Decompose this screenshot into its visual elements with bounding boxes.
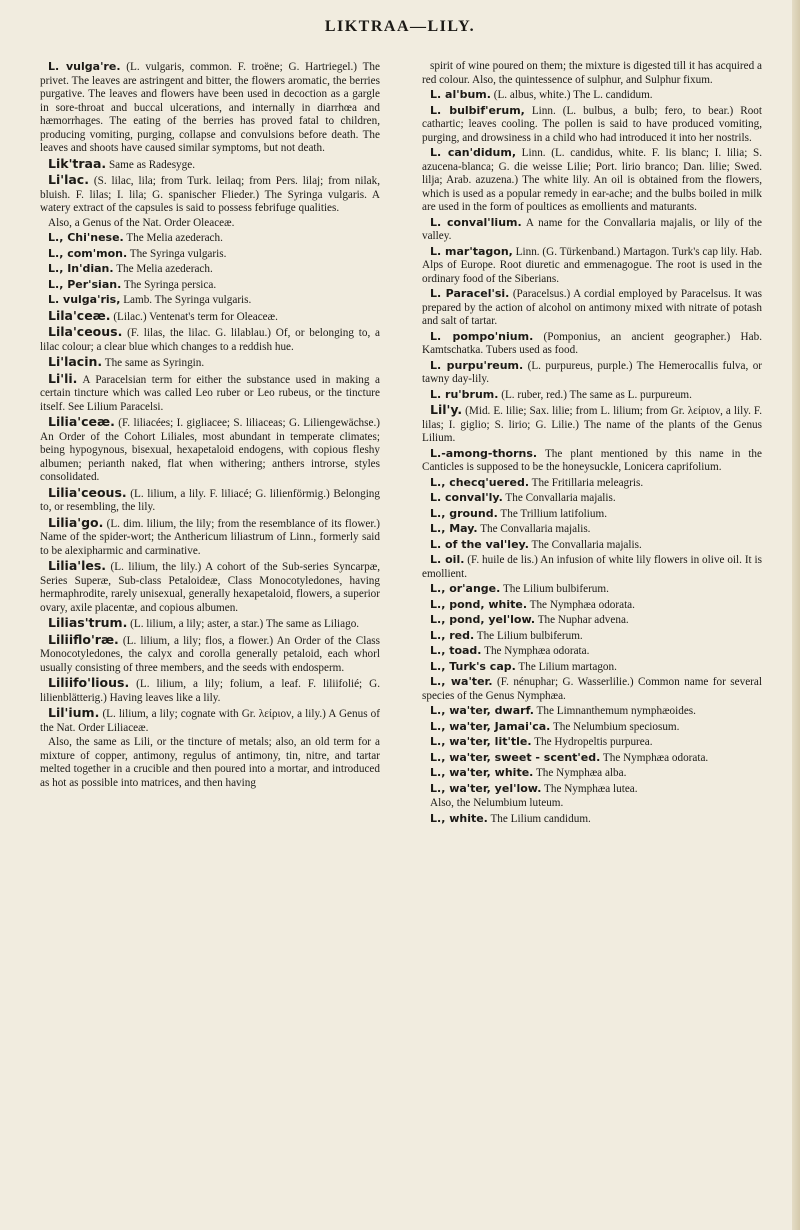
- dictionary-entry: [422, 582, 762, 597]
- entry-text: (Pomponius, an ancient geographer.) Hab. Kamtschatka. Tubers used as food.: [422, 330, 762, 356]
- page-edge: [792, 0, 800, 1230]
- entry-headword: Lilias'trum.: [48, 615, 128, 630]
- entry-text: The Nymphæa lutea.: [544, 782, 638, 795]
- entry-headword: Liliifo'lious.: [48, 675, 130, 690]
- entry-headword: Liliiflo'ræ.: [48, 631, 119, 647]
- entry-text: The Lilium bulbiferum.: [502, 583, 609, 595]
- dictionary-entry: [40, 231, 380, 246]
- entry-headword: L., com'mon.: [48, 246, 128, 260]
- dictionary-entry: [40, 262, 380, 277]
- entry-text: The Convallaria majalis.: [480, 523, 591, 535]
- entry-headword: L.-among-thorns.: [430, 446, 538, 460]
- entry-headword: L. of the val'ley.: [430, 537, 529, 551]
- dictionary-entry: [422, 447, 762, 475]
- entry-text: A Paracelsian term for either the substance used in making a certain tincture which was called Leo ruber or Leo rubeus, or the tincture itself. See Lilium Paracelsi.: [40, 373, 380, 413]
- entry-text: Linn. (L. candidus, white. F. lis blanc; I. lilia; S. azucena-blanca; G. die weisse Lilie; Port. lirio branco; Dan. lilie; Swed. lilja; Arab. azuzena.) The white lily. An oil is obtained from the flowers, which is used as a popular remedy in ear-ache; and the bulbs boiled in milk are used in the form of poultices as emollients and maturants.: [422, 147, 763, 213]
- entry-headword: L., wa'ter, yel'low.: [430, 781, 542, 795]
- dictionary-entry: [422, 476, 762, 491]
- entry-text: (L. albus, white.) The L. candidum.: [493, 89, 653, 101]
- entry-headword: Lila'ceous.: [48, 324, 123, 339]
- right-column: [422, 60, 762, 827]
- entry-headword: L., checq'uered.: [430, 475, 529, 489]
- dictionary-entry: [40, 372, 380, 415]
- entry-headword: L. ru'brum.: [430, 387, 499, 401]
- entry-headword: Lilia'go.: [48, 514, 104, 530]
- dictionary-entry: [422, 287, 762, 329]
- entry-text: (L. purpureus, purple.) The Hemerocallis fulva, or tawny day-lily.: [422, 359, 763, 385]
- entry-text: Also, the Nelumbium luteum.: [430, 797, 564, 809]
- entry-headword: L. Paracel'si.: [430, 287, 510, 300]
- entry-text: The plant mentioned by this name in the Canticles is supposed to be the honeysuckle, Lonicera caprifolium.: [422, 447, 762, 473]
- entry-text: (Mid. E. lilie; Sax. lilie; from L. lilium; from Gr. λείριον, a lily. F. lilas; I. giglio; S. lirio; G. Lilie.) The name of the plants of the Genus Lilium.: [422, 405, 763, 444]
- entry-text: (L. lilium, a lily; flos, a flower.) An Order of the Class Monocotyledones, the calyx and corolla generally petaloid, each whorl usually consisting of three members, and the seeds with endosperm.: [40, 634, 380, 674]
- dictionary-entry: [40, 559, 380, 615]
- dictionary-entry: [40, 633, 380, 676]
- dictionary-entry: [422, 644, 762, 659]
- entry-headword: L. mar'tagon,: [430, 244, 513, 258]
- dictionary-entry: [422, 388, 762, 403]
- entry-headword: L., Per'sian.: [48, 277, 122, 291]
- dictionary-entry: [422, 675, 762, 703]
- dictionary-entry: [40, 157, 380, 173]
- entry-text: The Syringa persica.: [123, 278, 217, 291]
- entry-headword: L. vulga'ris,: [48, 293, 121, 306]
- dictionary-entry: [40, 486, 380, 515]
- entry-headword: L., toad.: [430, 644, 482, 657]
- dictionary-entry: [422, 797, 762, 811]
- entry-headword: Lil'ium.: [48, 705, 100, 720]
- dictionary-entry: [422, 507, 762, 522]
- dictionary-entry: [422, 704, 762, 719]
- entry-text: Also, a Genus of the Nat. Order Oleaceæ.: [48, 216, 235, 229]
- entry-text: (L. lilium, a lily; aster, a star.) The same as Liliago.: [130, 618, 360, 630]
- entry-text: (L. lilium, a lily. F. liliacé; G. lilienförmig.) Belonging to, or resembling, the lily.: [40, 487, 380, 513]
- entry-text: The Nymphæa odorata.: [529, 598, 635, 611]
- entry-text: The same as Syringin.: [104, 357, 205, 369]
- entry-text: The Nuphar advena.: [537, 614, 629, 626]
- left-column: [40, 60, 380, 791]
- entry-headword: L., white.: [430, 811, 488, 825]
- dictionary-entry: [40, 676, 380, 705]
- entry-text: (Lilac.) Ventenat's term for Oleaceæ.: [113, 310, 278, 323]
- entry-text: The Limnanthemum nymphæoides.: [536, 705, 696, 717]
- dictionary-entry: [40, 706, 380, 735]
- entry-headword: L. vulga're.: [48, 60, 121, 73]
- entry-text: Same as Radesyge.: [108, 158, 196, 171]
- entry-headword: L., pond, yel'low.: [430, 613, 536, 626]
- entry-text: The Convallaria majalis.: [505, 492, 616, 504]
- dictionary-entry: [40, 355, 380, 371]
- entry-text: Linn. (L. bulbus, a bulb; fero, to bear.) Root cathartic; leaves cooling. The pollen is said to have produced vomiting, purging, and drowsiness in a child who had introduced it into her nostrils.: [422, 104, 762, 144]
- entry-text: (F. lilas, the lilac. G. lilablau.) Of, or belonging to, a lilac colour; a clear blue which changes to a reddish hue.: [40, 327, 380, 353]
- entry-text: Linn. (G. Türkenband.) Martagon. Turk's cap lily. Hab. Alps of Europe. Root diuretic and emmenagogue. The root is used in the ordinary food of the Siberians.: [422, 245, 762, 285]
- dictionary-entry: [422, 613, 762, 628]
- entry-headword: L., wa'ter, sweet - scent'ed.: [430, 750, 601, 764]
- dictionary-entry: [422, 553, 762, 581]
- entry-text: The Trillium latifolium.: [500, 507, 607, 520]
- entry-text: (F. nénuphar; G. Wasserlilie.) Common name for several species of the Genus Nymphæa.: [422, 676, 762, 702]
- dictionary-entry: [422, 766, 762, 781]
- entry-text: The Nymphæa alba.: [535, 767, 627, 779]
- entry-text: The Convallaria majalis.: [531, 538, 642, 551]
- entry-text: The Nymphæa odorata.: [602, 751, 709, 764]
- dictionary-entry: [422, 403, 762, 446]
- dictionary-entry: [422, 491, 762, 506]
- entry-text: Also, the same as Lili, or the tincture of metals; also, an old term for a mixture of copper, antimony, regulus of antimony, tin, nitre, and tartar melted together in a crucible and then poured into a mortar, and introduced as hot as possible into matrices, and then having: [40, 736, 380, 789]
- entry-headword: L. can'didum,: [430, 146, 516, 159]
- entry-text: The Lilium candidum.: [490, 812, 591, 825]
- dictionary-entry: [422, 629, 762, 644]
- entry-text: (F. liliacées; I. gigliacee; S. liliaceas; G. Liliengewächse.) An Order of the Cohort Liliales, most abundant in temperate climates; being hypogynous, bisexual, hexapetaloid endogens, with copious fleshy albumen; perianth naked, flat when withering; anthers introrse, styles consolidated.: [40, 417, 380, 483]
- entry-headword: L., wa'ter, dwarf.: [430, 704, 534, 717]
- entry-text: Lamb. The Syringa vulgaris.: [123, 294, 252, 306]
- entry-headword: L., Turk's cap.: [430, 659, 516, 673]
- entry-text: A name for the Convallaria majalis, or lily of the valley.: [422, 216, 762, 242]
- entry-headword: L., In'dian.: [48, 262, 114, 275]
- entry-text: spirit of wine poured on them; the mixture is digested till it has acquired a red colour. Also, the quintessence of sulphur, and Sulphur fixum.: [422, 60, 762, 86]
- entry-text: The Lilium bulbiferum.: [476, 629, 583, 642]
- entry-headword: Lik'traa.: [48, 155, 107, 171]
- entry-text: (F. huile de lis.) An infusion of white lily flowers in olive oil. It is emollient.: [422, 554, 763, 580]
- entry-headword: Lilia'ceous.: [48, 484, 127, 500]
- entry-headword: Li'lac.: [48, 172, 89, 187]
- dictionary-entry: [422, 751, 762, 766]
- entry-headword: L., wa'ter, white.: [430, 766, 534, 779]
- dictionary-entry: [40, 616, 380, 632]
- entry-headword: L., red.: [430, 628, 475, 642]
- dictionary-entry: [422, 146, 762, 215]
- entry-headword: L. purpu'reum.: [430, 358, 524, 372]
- page-header: LIKTRAA—LILY.: [324, 18, 476, 35]
- entry-headword: Lilia'les.: [48, 558, 107, 573]
- entry-headword: L. bulbif'erum,: [430, 103, 525, 117]
- entry-text: The Syringa vulgaris.: [129, 247, 227, 260]
- dictionary-entry: [40, 293, 380, 308]
- entry-text: The Melia azederach.: [116, 263, 213, 275]
- entry-headword: L. pompo'nium.: [430, 329, 534, 343]
- dictionary-entry: [422, 359, 762, 387]
- dictionary-entry: [422, 735, 762, 750]
- entry-headword: L., pond, white.: [430, 597, 528, 611]
- dictionary-entry: [422, 660, 762, 675]
- entry-text: The Lilium martagon.: [518, 660, 617, 673]
- dictionary-entry: [422, 245, 762, 287]
- entry-headword: L., wa'ter, lit'tle.: [430, 735, 532, 748]
- entry-headword: L. oil.: [430, 553, 465, 566]
- entry-text: (L. vulgaris, common. F. troëne; G. Hartriegel.) The privet. The leaves are astringent and bitter, the flowers aromatic, the berries purgative. The leaves and flowers have been used in decoction as a gargle in sore-throat and buccal ulcerations, and internally in diarrhœa and hæmorrhages. The eating of the berries has proved fatal to children, producing vomiting, purging, collapse and convulsions before death. The leaves and shoots have caused similar symptoms, but not death.: [40, 61, 380, 154]
- dictionary-entry: [422, 60, 762, 87]
- dictionary-entry: [40, 247, 380, 262]
- entry-headword: L., or'ange.: [430, 582, 501, 595]
- dictionary-entry: [40, 278, 380, 293]
- entry-text: The Nymphæa odorata.: [484, 645, 590, 657]
- entry-headword: L., Chi'nese.: [48, 231, 124, 244]
- dictionary-entry: [40, 173, 380, 216]
- dictionary-entry: [422, 88, 762, 103]
- entry-headword: Lilia'ceæ.: [48, 414, 115, 429]
- entry-headword: L., wa'ter, Jamai'ca.: [430, 719, 551, 733]
- dictionary-entry: [422, 720, 762, 735]
- entry-text: (L. lilium, a lily; folium, a leaf. F. liliifolié; G. lilienblätterig.) Having leaves like a lily.: [40, 678, 380, 704]
- dictionary-entry: [422, 522, 762, 537]
- dictionary-entry: [422, 812, 762, 827]
- dictionary-entry: [40, 60, 380, 156]
- dictionary-entry: [422, 598, 762, 613]
- entry-headword: Li'li.: [48, 370, 78, 386]
- entry-headword: L. conval'lium.: [430, 215, 522, 229]
- entry-text: The Hydropeltis purpurea.: [534, 736, 653, 748]
- dictionary-entry: [422, 538, 762, 553]
- entry-headword: Lila'ceæ.: [48, 307, 111, 323]
- entry-text: (L. dim. lilium, the lily; from the resemblance of its flower.) Name of the spider-wort; the Anthericum liliastrum of Linn., formerly said to be alexipharmic and carminative.: [40, 517, 380, 557]
- entry-headword: L. conval'ly.: [430, 491, 503, 504]
- entry-headword: Li'lacin.: [48, 354, 103, 369]
- dictionary-entry: [422, 330, 762, 358]
- dictionary-entry: [422, 104, 762, 146]
- entry-text: The Nelumbium speciosum.: [552, 720, 680, 733]
- entry-text: (S. lilac, lila; from Turk. leilaq; from Pers. lilaj; from nilak, bluish. F. lilas; I. lila; G. spanischer Flieder.) The Syringa vulgaris. A watery extract of the capsules is said to possess febrifuge qualities.: [40, 175, 380, 214]
- entry-headword: L. al'bum.: [430, 88, 491, 101]
- entry-text: (L. lilium, the lily.) A cohort of the Sub-series Syncarpæ, Series Superæ, Sub-class Petaloideæ, Class Monocotyledones, having hermaphrodite, rarely unisexual, generally hexapetaloid, flowers, a superior ovary, axile placentæ, and copious albumen.: [40, 561, 381, 614]
- entry-headword: L., May.: [430, 522, 478, 535]
- entry-text: The Fritillaria meleagris.: [531, 476, 644, 489]
- dictionary-entry: [40, 309, 380, 325]
- entry-headword: L., wa'ter.: [430, 675, 493, 688]
- dictionary-entry: [422, 782, 762, 797]
- entry-headword: Lil'y.: [430, 402, 463, 417]
- entry-text: (L. ruber, red.) The same as L. purpureum.: [501, 388, 692, 401]
- entry-text: (L. lilium, a lily; cognate with Gr. λείριον, a lily.) A Genus of the Nat. Order Liliaceæ.: [40, 708, 381, 734]
- dictionary-entry: [422, 216, 762, 244]
- dictionary-entry: [40, 325, 380, 354]
- entry-text: (Paracelsus.) A cordial employed by Paracelsus. It was prepared by the action of alcohol on antimony mixed with nitrate of potash and salt of tartar.: [422, 288, 762, 327]
- dictionary-entry: [40, 217, 380, 231]
- entry-headword: L., ground.: [430, 506, 498, 520]
- dictionary-entry: [40, 415, 380, 485]
- entry-text: The Melia azederach.: [126, 232, 223, 244]
- dictionary-entry: [40, 736, 380, 790]
- dictionary-entry: [40, 516, 380, 559]
